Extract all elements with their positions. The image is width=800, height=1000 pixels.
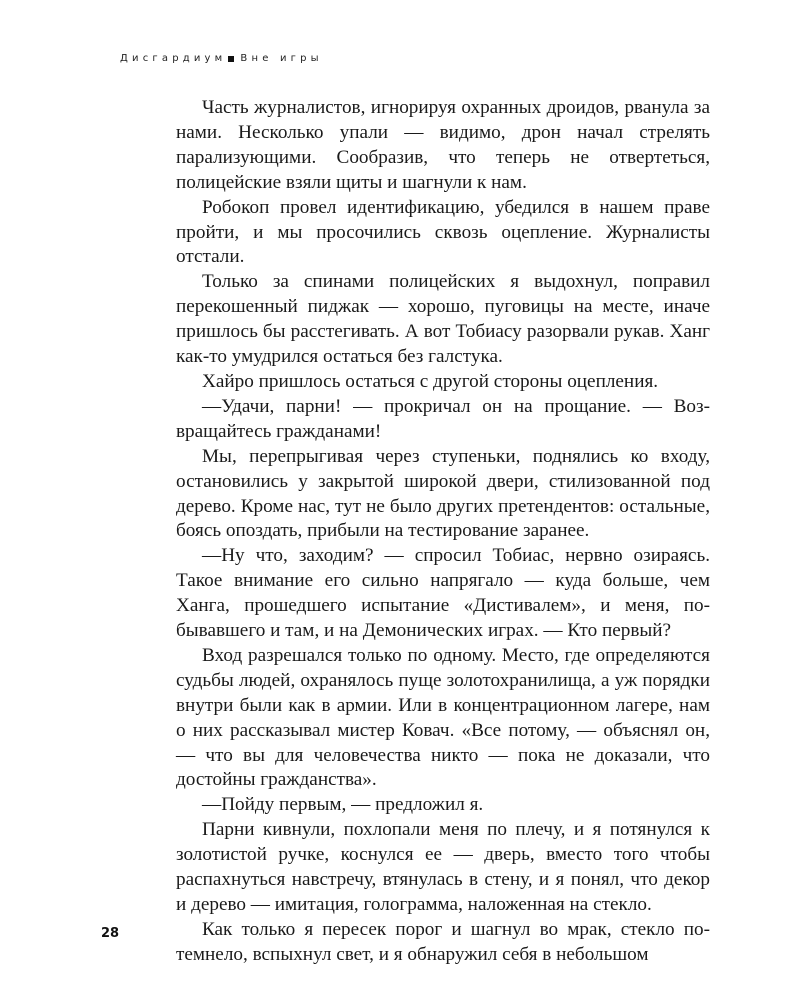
square-bullet-icon bbox=[228, 56, 234, 62]
page-number: 28 bbox=[101, 926, 120, 941]
paragraph: Только за спинами полицейских я выдохнул, поправил перекошенный пиджак — хорошо, пуговицы на месте, иначе пришлось бы расстегивать. А вот Тобиасу разорвали рукав. Ханг как-то умудрился остаться без галстука. bbox=[176, 271, 710, 368]
running-head-subtitle: Вне игры bbox=[240, 53, 323, 64]
running-head bbox=[120, 53, 323, 64]
dialogue-paragraph: —Ну что, заходим? — спросил Тобиас, нервно озираясь. Такое внимание его сильно напрягало — куда больше, чем Ханга, прошедшего испытание «Дистивалем», и меня, побывавшего и там, и на Демонических играх. — Кто первый? bbox=[176, 545, 710, 642]
paragraph: Мы, перепрыгивая через ступеньки, поднялись ко входу, остановились у закрытой широкой двери, стилизованной под дерево. Кроме нас, тут не было других претендентов: остальные, боясь опоздать, прибыли на тестирование заранее. bbox=[176, 445, 710, 542]
paragraph: Часть журналистов, игнорируя охранных дроидов, рванула за нами. Несколько упали — видимо, дрон начал стрелять парализующими. Сообразив, что теперь не отвертеться, полицейские взяли щиты и шагнули к нам. bbox=[176, 97, 710, 193]
dialogue-paragraph: —Пойду первым, — предложил я. bbox=[202, 794, 484, 816]
page-body bbox=[176, 96, 710, 968]
paragraph: Как только я пересек порог и шагнул во мрак, стекло потемнело, вспыхнул свет, и я обнаружил себя в небольшом bbox=[176, 918, 710, 965]
dialogue-paragraph: —Удачи, парни! — прокричал он на прощание. — Возвращайтесь гражданами! bbox=[176, 395, 710, 442]
paragraph: Парни кивнули, похлопали меня по плечу, и я потянулся к золотистой ручке, коснулся ее — дверь, вместо того чтобы распахнуться навстречу, втянулась в стену, и я понял, что декор и дерево — имитация, голограмма, наложенная на стекло. bbox=[176, 819, 710, 915]
paragraph: Робокоп провел идентификацию, убедился в нашем праве пройти, и мы просочились сквозь оцепление. Журналисты отстали. bbox=[176, 196, 710, 268]
paragraph: Вход разрешался только по одному. Место, где определяются судьбы людей, охранялось пуще золотохранилища, а уж порядки внутри были как в армии. Или в концентрационном лагере, нам о них рассказывал мистер Ковач. «Все потому, — объяснял он, — что вы для человечества никто — пока не доказали, что достойны гражданства». bbox=[176, 644, 710, 791]
paragraph: Хайро пришлось остаться с другой стороны оцепления. bbox=[202, 370, 659, 392]
running-head-book-title: Дисгардиум bbox=[120, 53, 227, 64]
